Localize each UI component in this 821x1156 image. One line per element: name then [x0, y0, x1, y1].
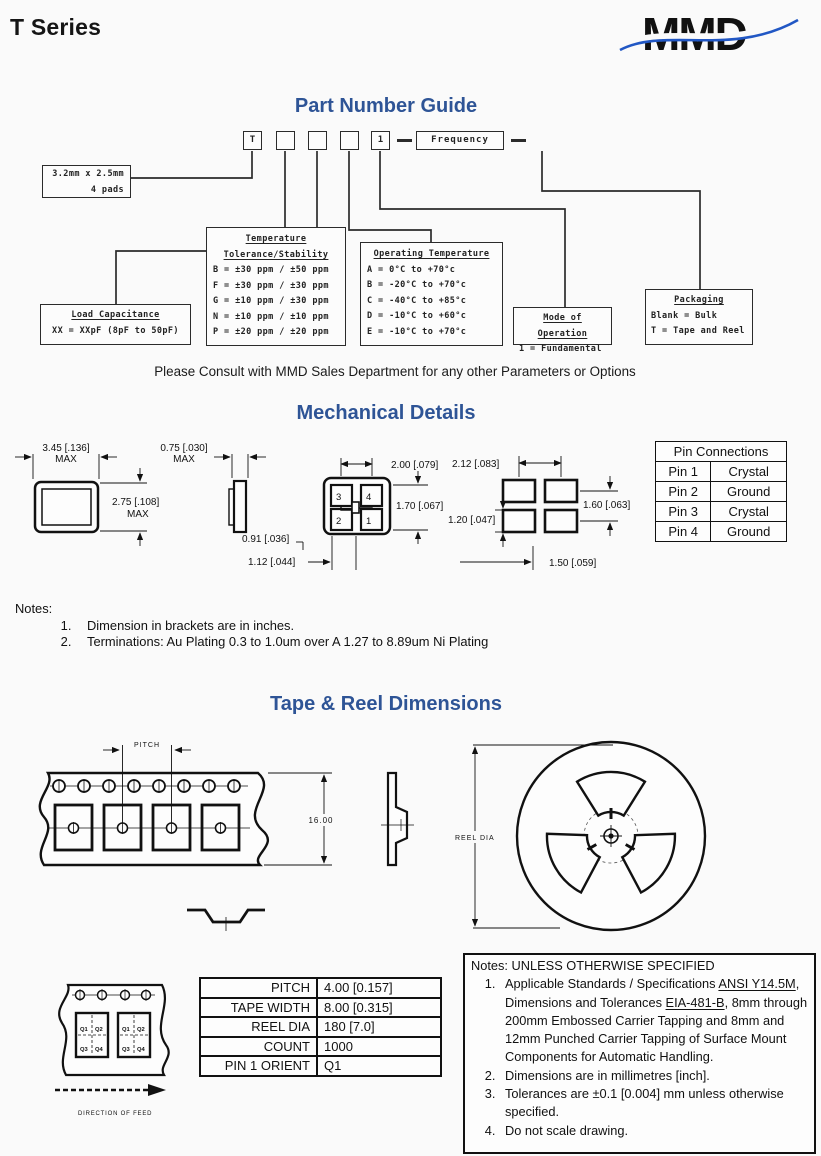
- spec-value: 1000: [317, 1037, 441, 1057]
- mech-notes-label: Notes:: [15, 601, 53, 616]
- quadrant-label: Q1: [80, 1027, 88, 1033]
- dim-land-pad-w: 1.50 [.059]: [549, 558, 597, 569]
- pad-number-2: 2: [336, 516, 342, 527]
- pin-cell: Pin 1: [656, 462, 711, 482]
- note-text: , Dimensions and Tolerances: [505, 976, 800, 1010]
- dim-thickness: 0.75 [.030]: [160, 443, 208, 454]
- operating-temperature-title: Operating Temperature: [373, 249, 490, 259]
- size-callout-box: [42, 165, 131, 198]
- dim-land-pitch-x: 2.12 [.083]: [452, 459, 500, 470]
- table-row: [200, 1037, 441, 1057]
- spec-label: TAPE WIDTH: [200, 998, 317, 1018]
- temp-option: G = ±10 ppm / ±30 ppm: [213, 296, 329, 306]
- package-top-view: [15, 443, 159, 546]
- packaging-line-1: Blank = Bulk: [651, 310, 718, 321]
- pin-function-cell: Crystal: [711, 462, 787, 482]
- mechanical-details-title: Mechanical Details: [296, 402, 476, 424]
- tr-note-item: 4. Do not scale drawing.: [499, 1122, 808, 1140]
- packaging-box: [645, 289, 753, 345]
- dim-pad-offset: 1.12 [.044]: [248, 557, 296, 568]
- dim-max-label: MAX: [173, 454, 195, 465]
- carrier-tape-drawing: [40, 742, 336, 865]
- tr-note-item: 2. Dimensions are in millimetres [inch].: [499, 1067, 808, 1085]
- temperature-title-2: Tolerance/Stability: [223, 249, 329, 260]
- tr-note-item: 3. Tolerances are ±0.1 [0.004] mm unless otherwise specified.: [499, 1085, 808, 1122]
- pin1-orientation-drawing: [55, 985, 169, 1117]
- code-box-4: [340, 131, 359, 150]
- package-side-view: [160, 443, 266, 532]
- pad-number-1: 1: [366, 516, 372, 527]
- mech-note-item: 1. Dimension in brackets are in inches.: [75, 618, 495, 633]
- temp-option: P = ±20 ppm / ±20 ppm: [213, 327, 329, 337]
- pin-table-header: Pin Connections: [656, 442, 787, 462]
- mmd-logo: [626, 6, 796, 62]
- frequency-box: Frequency: [416, 131, 504, 150]
- mode-line: 1 = Fundamental: [519, 344, 602, 354]
- tape-reel-spec-table: [199, 977, 442, 1077]
- table-row: [200, 1056, 441, 1076]
- table-row: [656, 502, 787, 522]
- spec-label: COUNT: [200, 1037, 317, 1057]
- tape-reel-notes-box: [463, 953, 816, 1154]
- table-row: [200, 998, 441, 1018]
- package-bottom-view: [242, 458, 443, 570]
- connector-op-temp: [349, 151, 431, 242]
- operating-temperature-box: [360, 242, 503, 346]
- pad-number-4: 4: [366, 492, 372, 503]
- op-temp-option: A = 0°C to +70°c: [367, 264, 456, 275]
- pin-function-cell: Ground: [711, 482, 787, 502]
- quadrant-label: Q3: [80, 1047, 88, 1053]
- size-line-1: 3.2mm x 2.5mm: [52, 169, 124, 179]
- pin-cell: Pin 3: [656, 502, 711, 522]
- consult-note: Please Consult with MMD Sales Department for any other Parameters or Options: [154, 364, 636, 379]
- op-temp-option: B = -20°C to +70°c: [367, 280, 467, 290]
- size-line-2: 4 pads: [90, 184, 124, 195]
- dim-max-label: MAX: [55, 454, 77, 465]
- mechanical-notes: [15, 601, 535, 650]
- table-row: [656, 522, 787, 542]
- part-number-guide-title: Part Number Guide: [294, 95, 478, 117]
- land-pattern-view: [448, 456, 630, 570]
- tape-reel-title: Tape & Reel Dimensions: [270, 693, 502, 715]
- dim-land-pitch-y: 1.60 [.063]: [583, 500, 631, 511]
- pin-function-cell: Crystal: [711, 502, 787, 522]
- note-text: Applicable Standards / Specifications: [505, 976, 719, 992]
- temp-option: N = ±10 ppm / ±10 ppm: [213, 311, 329, 322]
- dim-pad-span-w: 2.00 [.079]: [391, 460, 439, 471]
- code-box-mode: 1: [371, 131, 390, 150]
- dim-pad-span-h: 1.70 [.067]: [396, 501, 444, 512]
- mode-of-operation-box: [513, 307, 612, 354]
- spec-value: Q1: [317, 1056, 441, 1076]
- spec-label: PIN 1 ORIENT: [200, 1056, 317, 1076]
- dim-max-label: MAX: [127, 509, 149, 520]
- mode-title: Mode of Operation: [537, 313, 588, 339]
- pitch-label: PITCH: [134, 742, 160, 749]
- spec-value: 4.00 [0.157]: [317, 978, 441, 998]
- tape-side-profile: [381, 773, 414, 865]
- temp-option: B = ±30 ppm / ±50 ppm: [213, 265, 329, 275]
- temp-option: F = ±30 ppm / ±30 ppm: [213, 280, 329, 291]
- dash-separator-1: [397, 139, 412, 142]
- temperature-tolerance-box: [206, 227, 346, 346]
- page-title: T Series: [10, 14, 102, 40]
- table-row: [656, 482, 787, 502]
- load-capacitance-box: [40, 304, 191, 345]
- op-temp-option: D = -10°C to +60°c: [367, 311, 467, 321]
- quadrant-label: Q4: [137, 1047, 145, 1053]
- quadrant-label: Q2: [137, 1027, 145, 1033]
- quadrant-label: Q3: [122, 1047, 130, 1053]
- eia-standard-ref: EIA-481-B: [665, 994, 725, 1010]
- note-text: , 8mm through 200mm Embossed Carrier Tapping and 8mm and 12mm Punched Carrier Tapping of Surface Mount Components for Automatic Handling.: [505, 994, 808, 1065]
- dim-land-pad-h: 1.20 [.047]: [448, 515, 496, 526]
- pin-cell: Pin 2: [656, 482, 711, 502]
- spec-label: REEL DIA: [200, 1017, 317, 1037]
- pin-function-cell: Ground: [711, 522, 787, 542]
- reel-dia-label: REEL DIA: [455, 835, 495, 842]
- table-row: [656, 462, 787, 482]
- spec-label: PITCH: [200, 978, 317, 998]
- direction-of-feed-label: DIRECTION OF FEED: [78, 1111, 153, 1117]
- table-row: [200, 1017, 441, 1037]
- logo-text: MMD: [642, 8, 746, 60]
- op-temp-option: C = -40°C to +85°c: [367, 295, 467, 306]
- temperature-title-1: Temperature: [245, 234, 307, 244]
- op-temp-option: E = -10°C to +70°c: [367, 326, 467, 337]
- spec-value: 180 [7.0]: [317, 1017, 441, 1037]
- dash-separator-2: [511, 139, 526, 142]
- tr-note-item: [499, 975, 808, 1066]
- ansi-standard-ref: ANSI Y14.5M: [718, 976, 796, 992]
- quadrant-label: Q2: [95, 1027, 103, 1033]
- reel-drawing: [452, 742, 705, 930]
- tr-notes-title: Notes: UNLESS OTHERWISE SPECIFIED: [471, 958, 715, 973]
- packaging-line-2: T = Tape and Reel: [651, 326, 745, 336]
- mech-note-item: 2. Terminations: Au Plating 0.3 to 1.0um over A 1.27 to 8.89um Ni Plating: [75, 634, 495, 649]
- dim-body-height: 2.75 [.108]: [112, 497, 160, 508]
- quadrant-label: Q1: [122, 1027, 130, 1033]
- dim-pad-w: 0.91 [.036]: [242, 534, 290, 545]
- table-row: [200, 978, 441, 998]
- packaging-title: Packaging: [674, 295, 724, 305]
- spec-value: 8.00 [0.315]: [317, 998, 441, 1018]
- pin-connections-table: [655, 441, 787, 542]
- pin-cell: Pin 4: [656, 522, 711, 542]
- load-capacitance-line: XX = XXpF (8pF to 50pF): [52, 325, 179, 336]
- load-capacitance-title: Load Capacitance: [71, 310, 160, 320]
- code-box-2: [276, 131, 295, 150]
- tape-width-dim: 16.00: [308, 816, 334, 825]
- quadrant-label: Q4: [95, 1047, 103, 1053]
- pad-number-3: 3: [336, 492, 342, 503]
- connector-size: [131, 151, 252, 178]
- tape-hat-profile: [187, 910, 265, 931]
- code-box-series: T: [243, 131, 262, 150]
- dim-body-width: 3.45 [.136]: [42, 443, 90, 454]
- code-box-3: [308, 131, 327, 150]
